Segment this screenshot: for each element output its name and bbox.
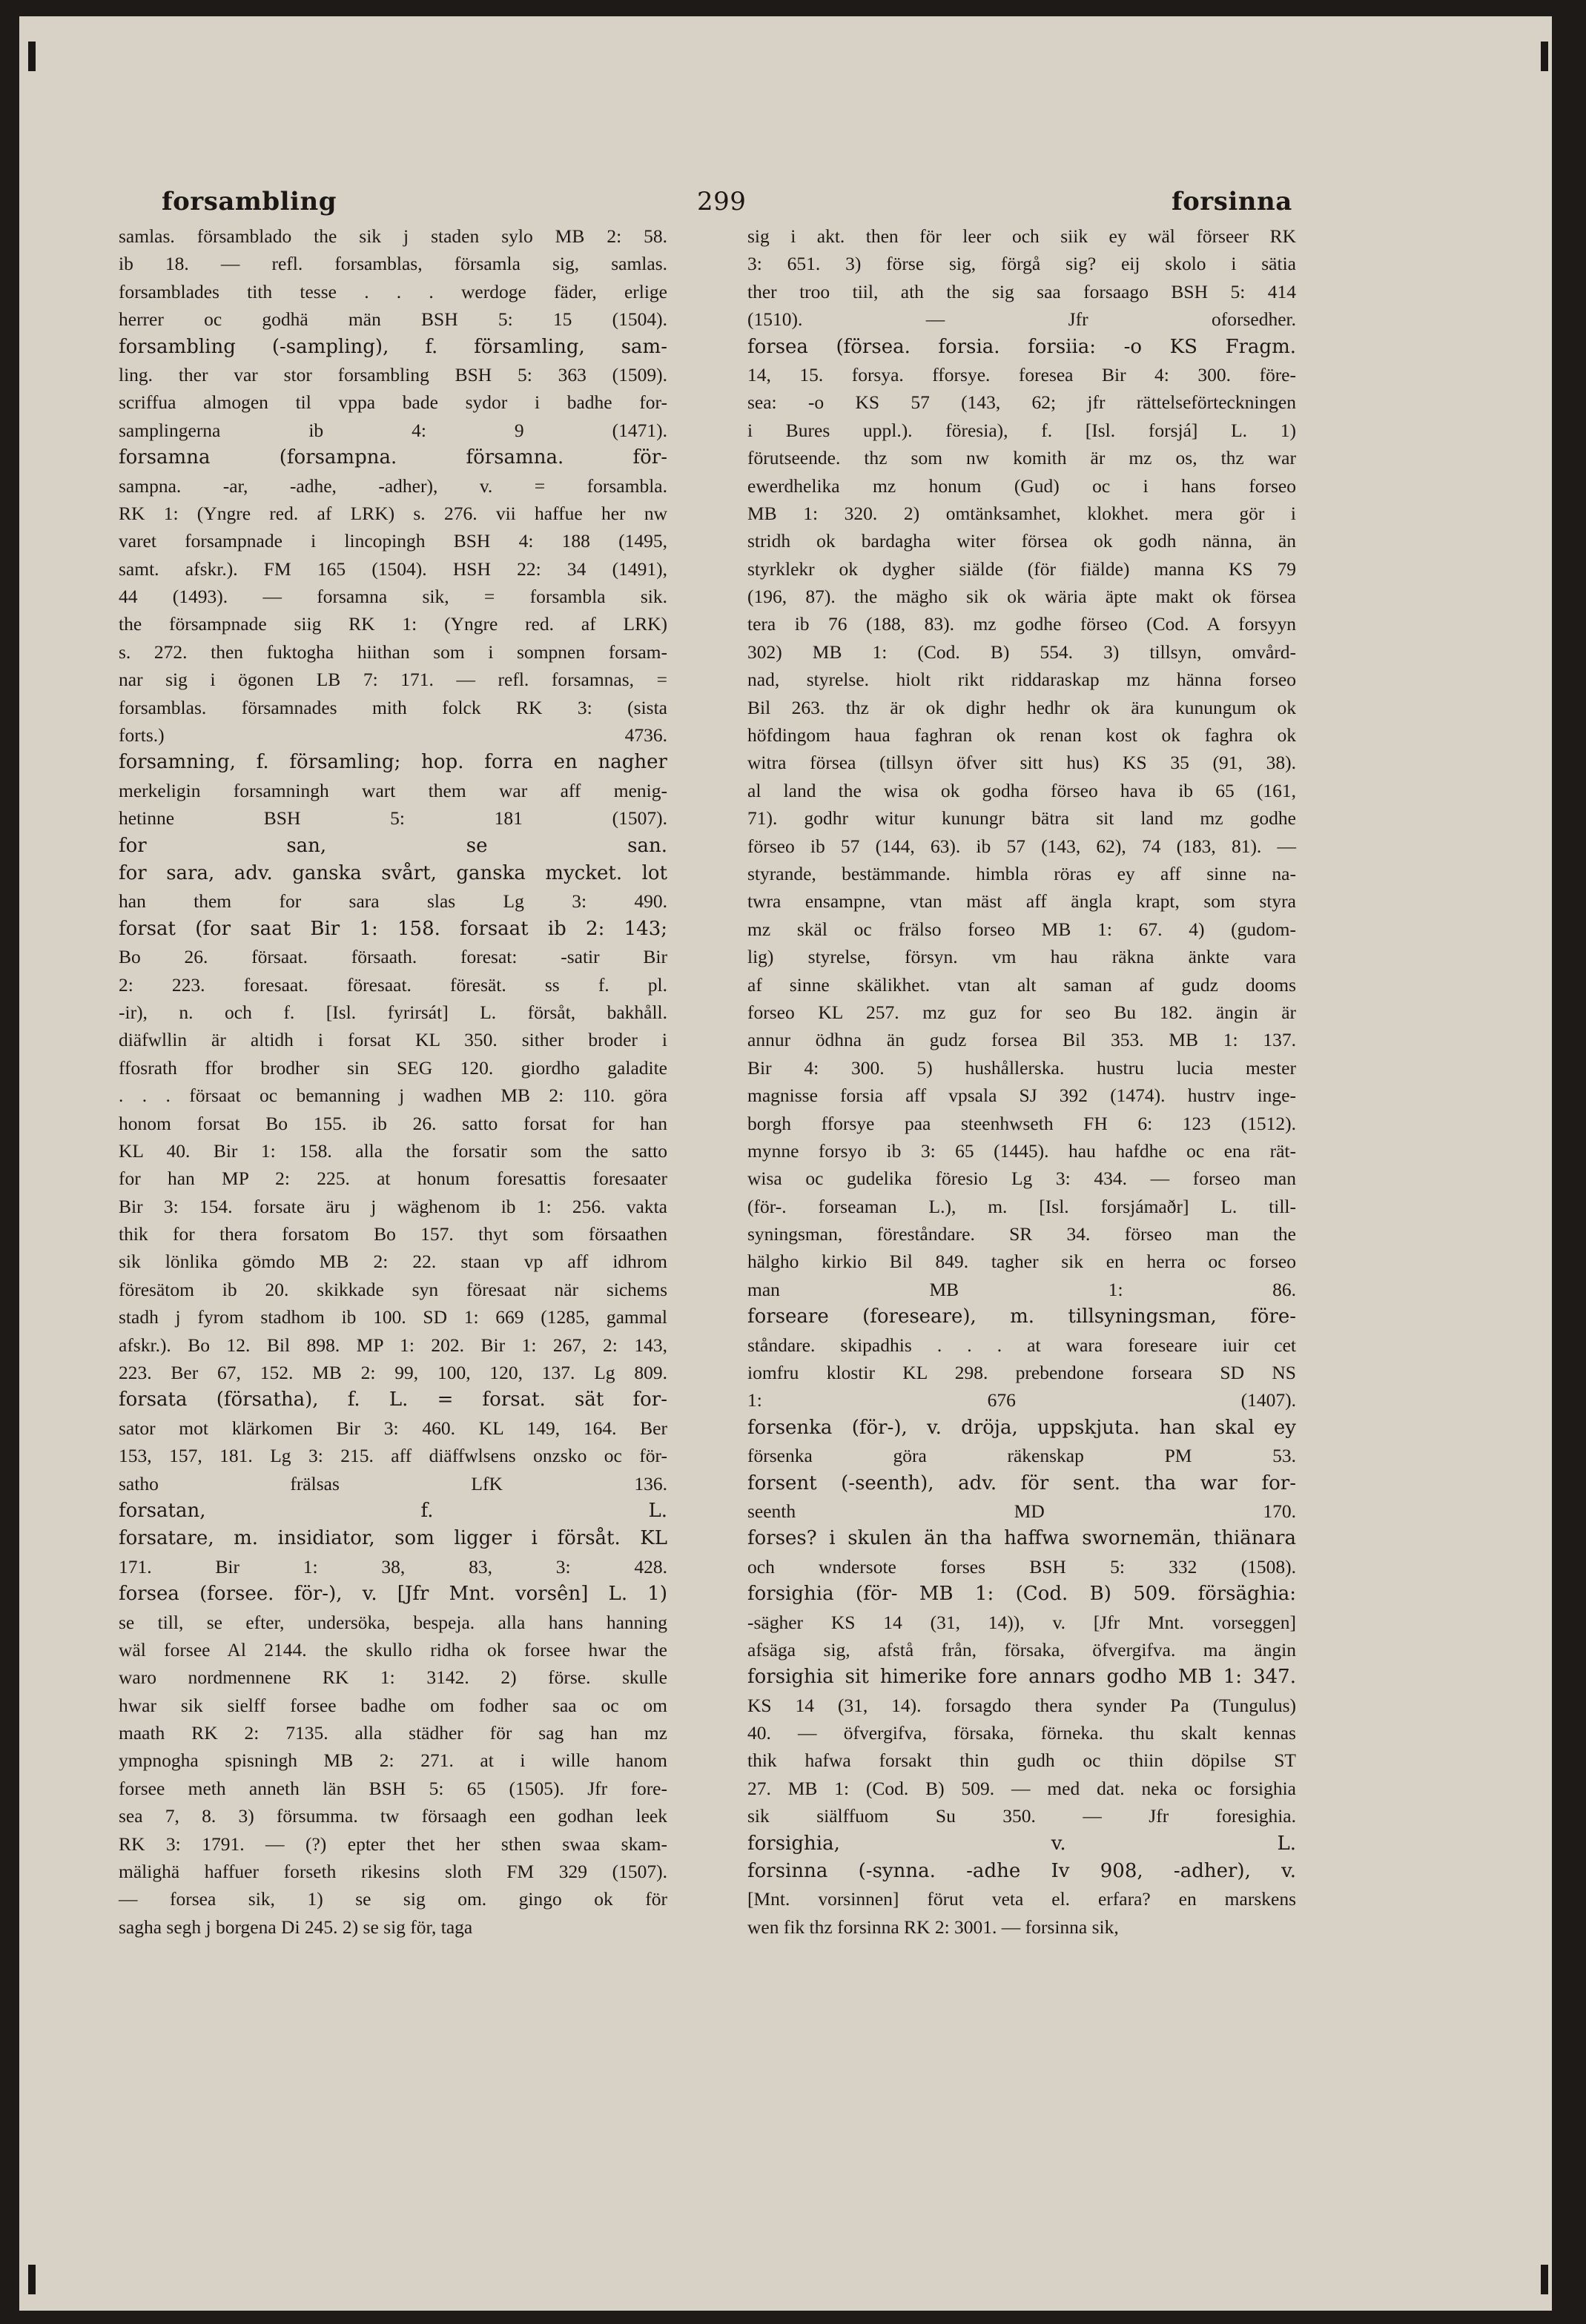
text-line: twra ensampne, vtan mäst aff ängla krapt, som styra — [747, 890, 1296, 913]
scan-border-left — [0, 0, 19, 2324]
text-line: forses? i skulen än tha haffwa swornemän, thiänara — [747, 1527, 1296, 1550]
text-line: . . . försaat oc bemanning j wadhen MB 2: 110. göra — [119, 1085, 667, 1107]
text-line: 153, 157, 181. Lg 3: 215. aff diäffwlsens onzsko oc för- — [119, 1445, 667, 1467]
text-line: -ir), n. och f. [Isl. fyrirsát] L. försåt, bakhåll. — [119, 1001, 667, 1023]
text-line: ewerdhelika mz honum (Gud) oc i hans forseo — [747, 474, 1296, 497]
text-line: Bil 263. thz är ok dighr hedhr ok ära kunungum ok — [747, 696, 1296, 718]
text-line: forsatare, m. insidiator, som ligger i försåt. KL — [119, 1527, 667, 1550]
text-line: forseo KL 257. mz guz for seo Bu 182. ängin är — [747, 1001, 1296, 1023]
text-line: Bo 26. försaat. försaath. foresat: -satir Bir — [119, 946, 667, 968]
text-line: mälighä haffuer forseth rikesins sloth FM 329 (1507). — [119, 1861, 667, 1883]
text-line: se till, se efter, undersöka, bespeja. alla hans hanning — [119, 1611, 667, 1633]
text-line: sagha segh j borgena Di 245. 2) se sig för, taga — [119, 1916, 473, 1938]
text-line: borgh fforsye paa steenhwseth FH 6: 123 (1512). — [747, 1112, 1296, 1134]
text-line: 223. Ber 67, 152. MB 2: 99, 100, 120, 137. Lg 809. — [119, 1362, 667, 1384]
text-line: forsamblades tith tesse . . . werdoge fäder, erlige — [119, 280, 667, 302]
text-line: wisa oc gudelika föresio Lg 3: 434. — forseo man — [747, 1168, 1296, 1190]
text-line: 14, 15. forsya. fforsye. foresea Bir 4: 300. före- — [747, 363, 1296, 385]
text-line: KS 14 (31, 14). forsagdo thera synder Pa (Tungulus) — [747, 1694, 1296, 1716]
text-line: sator mot klärkomen Bir 3: 460. KL 149, 164. Ber — [119, 1417, 667, 1439]
text-line: [Mnt. vorsinnen] förut veta el. erfara? en marskens — [747, 1888, 1296, 1910]
text-line: forseare (foreseare), m. tillsyningsman, före- — [747, 1305, 1296, 1328]
text-line: forsea (forsee. för-), v. [Jfr Mnt. vorsên] L. 1) — [119, 1583, 667, 1606]
text-line: forsinna (-synna. -adhe Iv 908, -adher), v. — [747, 1860, 1296, 1883]
text-line: 171. Bir 1: 38, 83, 3: 428. — [119, 1555, 667, 1578]
text-line: magnisse forsia aff vpsala SJ 392 (1474). hustrv inge- — [747, 1085, 1296, 1107]
text-line: (1510). — Jfr oforsedher. — [747, 308, 1296, 331]
text-line: sampna. -ar, -adhe, -adher), v. = forsambla. — [119, 474, 667, 497]
text-line: ling. ther var stor forsambling BSH 5: 363 (1509). — [119, 363, 667, 385]
text-line: 1: 676 (1407). — [747, 1389, 1296, 1411]
text-line: -sägher KS 14 (31, 14)), v. [Jfr Mnt. vorseggen] — [747, 1611, 1296, 1633]
text-line: varet forsampnade i lincopingh BSH 4: 188 (1495, — [119, 530, 667, 552]
text-line: RK 1: (Yngre red. af LRK) s. 276. vii haffue her nw — [119, 502, 667, 524]
text-line: merkeligin forsamningh wart them war aff menig- — [119, 779, 667, 801]
text-line: syningsman, föreståndare. SR 34. förseo man the — [747, 1223, 1296, 1245]
text-line: KL 40. Bir 1: 158. alla the forsatir som the satto — [119, 1139, 667, 1162]
text-line: 302) MB 1: (Cod. B) 554. 3) tillsyn, omvård- — [747, 640, 1296, 663]
registration-mark — [1541, 2265, 1548, 2294]
text-line: samplingerna ib 4: 9 (1471). — [119, 419, 667, 441]
text-line: for sara, adv. ganska svårt, ganska mycket. lot — [119, 861, 667, 884]
text-line: afskr.). Bo 12. Bil 898. MP 1: 202. Bir 1: 267, 2: 143, — [119, 1334, 667, 1356]
text-line: nar sig i ögonen LB 7: 171. — refl. forsamnas, = — [119, 669, 667, 691]
text-line: for san, se san. — [119, 834, 667, 857]
text-line: forsea (försea. forsia. forsiia: -o KS Fragm. — [747, 335, 1296, 358]
text-line: sea 7, 8. 3) försumma. tw försaagh een godhan leek — [119, 1805, 667, 1827]
text-line: for han MP 2: 225. at honum foresattis foresaater — [119, 1168, 667, 1190]
text-line: mz skäl oc frälso forseo MB 1: 67. 4) (gudom- — [747, 918, 1296, 940]
text-line: scriffua almogen til vppa bade sydor i badhe for- — [119, 391, 667, 414]
text-line: 44 (1493). — forsamna sik, = forsambla sik. — [119, 586, 667, 608]
text-line: förseo ib 57 (144, 63). ib 57 (143, 62), 74 (183, 81). — — [747, 835, 1296, 857]
text-line: sea: -o KS 57 (143, 62; jfr rättelseförteckningen — [747, 391, 1296, 414]
text-line: 40. — öfvergifva, försaka, förneka. thu skalt kennas — [747, 1722, 1296, 1744]
text-line: ther troo tiil, ath the sig saa forsaago BSH 5: 414 — [747, 280, 1296, 302]
text-line: sik lönlika gömdo MB 2: 22. staan vp aff idhrom — [119, 1251, 667, 1273]
registration-mark — [1541, 42, 1548, 71]
text-line: höfdingom haua faghran ok renan kost ok faghra ok — [747, 724, 1296, 746]
text-line: honom forsat Bo 155. ib 26. satto forsat for han — [119, 1112, 667, 1134]
text-line: — forsea sik, 1) se sig om. gingo ok för — [119, 1888, 667, 1910]
text-line: han them for sara slas Lg 3: 490. — [119, 890, 667, 913]
text-line: lig) styrelse, försyn. vm hau räkna änkte vara — [747, 946, 1296, 968]
text-line: samt. afskr.). FM 165 (1504). HSH 22: 34 (1491), — [119, 557, 667, 580]
text-line: sik siälffuom Su 350. — Jfr foresighia. — [747, 1805, 1296, 1827]
text-line: ib 18. — refl. forsamblas, församla sig, samlas. — [119, 253, 667, 275]
page-number: 299 — [697, 187, 747, 216]
text-line: hetinne BSH 5: 181 (1507). — [119, 807, 667, 830]
text-line: iomfru klostir KL 298. prebendone forseara SD NS — [747, 1362, 1296, 1384]
text-line: witra försea (tillsyn öfver sitt hus) KS 35 (91, 38). — [747, 752, 1296, 774]
text-line: satho frälsas LfK 136. — [119, 1472, 667, 1494]
text-line: afsäga sig, afstå från, försaka, öfvergifva. ma ängin — [747, 1638, 1296, 1661]
text-line: forsighia, v. L. — [747, 1832, 1296, 1855]
text-line: herrer oc godhä män BSH 5: 15 (1504). — [119, 308, 667, 331]
text-line: forsee meth anneth län BSH 5: 65 (1505). Jfr fore- — [119, 1777, 667, 1799]
text-line: MB 1: 320. 2) omtänksamhet, klokhet. mera gör i — [747, 502, 1296, 524]
text-line: ympnogha spisningh MB 2: 271. at i wille hanom — [119, 1749, 667, 1772]
scan-border-right — [1552, 0, 1586, 2324]
text-line: wäl forsee Al 2144. the skullo ridha ok forsee hwar the — [119, 1638, 667, 1661]
text-line: forsighia sit himerike fore annars godho MB 1: 347. — [747, 1666, 1296, 1689]
text-line: ståndare. skipadhis . . . at wara foreseare iuir cet — [747, 1334, 1296, 1356]
scan-border-top — [0, 0, 1586, 16]
text-line: wen fik thz forsinna RK 2: 3001. — forsinna sik, — [747, 1916, 1119, 1938]
text-line: och wndersote forses BSH 5: 332 (1508). — [747, 1555, 1296, 1578]
text-line: maath RK 2: 7135. alla städher för sag han mz — [119, 1722, 667, 1744]
text-line: RK 3: 1791. — (?) epter thet her sthen swaa skam- — [119, 1833, 667, 1855]
text-line: stridh ok bardagha witer försea ok godh nänna, än — [747, 530, 1296, 552]
text-line: förutseende. thz som nw komith är mz os, thz war — [747, 447, 1296, 469]
text-line: (för-. forseaman L.), m. [Isl. forsjámaðr] L. till- — [747, 1195, 1296, 1217]
running-head-right: forsinna — [1172, 187, 1292, 216]
text-line: forsata (försatha), f. L. = forsat. sät for- — [119, 1388, 667, 1411]
text-line: ffosrath ffor brodher sin SEG 120. giordho galadite — [119, 1056, 667, 1079]
text-line: al land the wisa ok godha förseo hava ib 65 (161, — [747, 779, 1296, 801]
text-line: 2: 223. foresaat. föresaat. föresät. ss f. pl. — [119, 973, 667, 996]
text-line: annur ödhna än gudz forsea Bil 353. MB 1: 137. — [747, 1029, 1296, 1051]
text-line: forsamning, f. församling; hop. forra en nagher — [119, 751, 667, 774]
text-line: Bir 4: 300. 5) hushållerska. hustru lucia mester — [747, 1056, 1296, 1079]
running-head-left: forsambling — [162, 187, 337, 216]
text-line: the försampnade siig RK 1: (Yngre red. af LRK) — [119, 613, 667, 635]
left-column — [119, 222, 667, 1941]
text-line: hälgho kirkio Bil 849. tagher sik en herra oc forseo — [747, 1251, 1296, 1273]
text-line: försenka göra räkenskap PM 53. — [747, 1445, 1296, 1467]
text-line: forsighia (för- MB 1: (Cod. B) 509. försäghia: — [747, 1583, 1296, 1606]
text-line: 71). godhr witur kunungr bätra sit land mz godhe — [747, 807, 1296, 830]
text-line: tera ib 76 (188, 83). mz godhe förseo (Cod. A forsyyn — [747, 613, 1296, 635]
text-line: mynne forsyo ib 3: 65 (1445). hau hafdhe oc ena rät- — [747, 1139, 1296, 1162]
text-line: forsamna (forsampna. församna. för- — [119, 446, 667, 469]
text-line: föresätom ib 20. skikkade syn föresaat när sichems — [119, 1278, 667, 1300]
text-line: waro nordmennene RK 1: 3142. 2) förse. skulle — [119, 1666, 667, 1689]
text-line: i Bures uppl.). föresia), f. [Isl. forsjá] L. 1) — [747, 419, 1296, 441]
text-line: sig i akt. then för leer och siik ey wäl förseer RK — [747, 225, 1296, 247]
text-line: hwar sik sielff forsee badhe om fodher saa oc om — [119, 1694, 667, 1716]
text-line: s. 272. then fuktogha hiithan som i sompnen forsam- — [119, 640, 667, 663]
text-line: samlas. församblado the sik j staden sylo MB 2: 58. — [119, 225, 667, 247]
registration-mark — [28, 2265, 36, 2294]
registration-mark — [28, 42, 36, 71]
text-line: forts.) 4736. — [119, 724, 667, 746]
text-line: forsatan, f. L. — [119, 1499, 667, 1522]
text-line: forsenka (för-), v. dröja, uppskjuta. han skal ey — [747, 1416, 1296, 1439]
text-line: seenth MD 170. — [747, 1500, 1296, 1522]
text-line: nad, styrelse. hiolt rikt riddaraskap mz hänna forseo — [747, 669, 1296, 691]
text-line: Bir 3: 154. forsate äru j wäghenom ib 1: 256. vakta — [119, 1195, 667, 1217]
text-line: forsent (-seenth), adv. för sent. tha war for- — [747, 1471, 1296, 1494]
right-column — [747, 222, 1296, 1941]
text-line: forsat (for saat Bir 1: 158. forsaat ib 2: 143; — [119, 917, 667, 940]
text-line: diäfwllin är altidh i forsat KL 350. sither broder i — [119, 1029, 667, 1051]
text-line: thik hafwa forsakt thin gudh oc thiin döpilse ST — [747, 1749, 1296, 1772]
text-line: af sinne skälikhet. vtan alt saman af gudz dooms — [747, 973, 1296, 996]
scan-border-bottom — [0, 2311, 1586, 2324]
text-line: 27. MB 1: (Cod. B) 509. — med dat. neka oc forsighia — [747, 1777, 1296, 1799]
text-line: forsamblas. församnades mith folck RK 3: (sista — [119, 696, 667, 718]
text-line: styrande, bestämmande. himbla röras ey aff sinne na- — [747, 862, 1296, 884]
text-line: man MB 1: 86. — [747, 1278, 1296, 1300]
text-line: styrklekr ok dygher siälde (för fiälde) manna KS 79 — [747, 557, 1296, 580]
text-line: 3: 651. 3) förse sig, förgå sig? eij skolo i sätia — [747, 253, 1296, 275]
text-line: (196, 87). the mägho sik ok wäria äpte makt ok försea — [747, 586, 1296, 608]
text-line: stadh j fyrom stadhom ib 100. SD 1: 669 (1285, gammal — [119, 1306, 667, 1328]
text-line: thik for thera forsatom Bo 157. thyt som försaathen — [119, 1223, 667, 1245]
text-line: forsambling (-sampling), f. församling, sam- — [119, 335, 667, 358]
